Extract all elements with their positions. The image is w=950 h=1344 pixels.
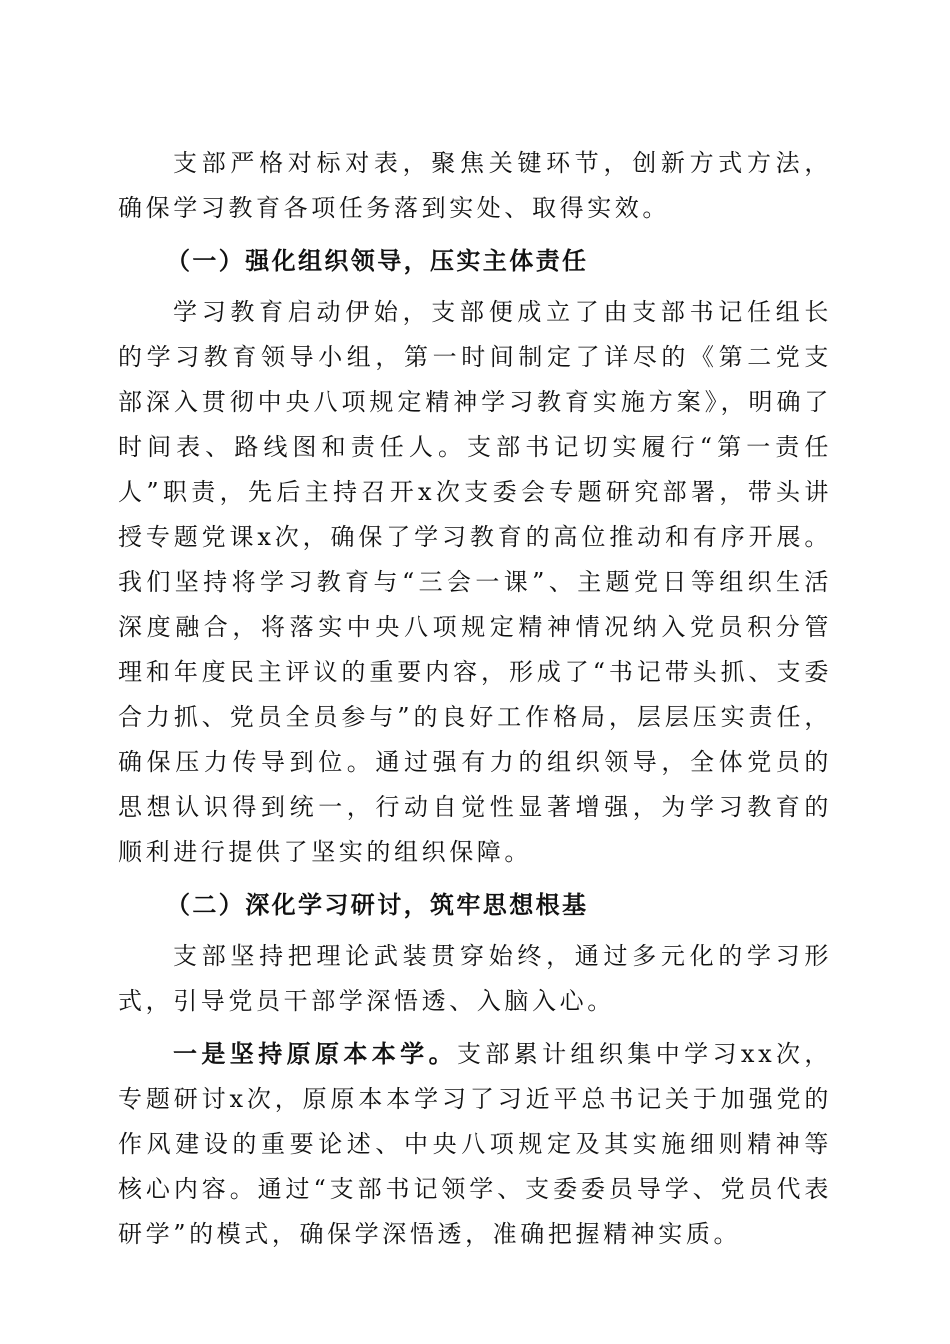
paragraph-intro: 支部严格对标对表，聚焦关键环节，创新方式方法，确保学习教育各项任务落到实处、取得实效。 (118, 149, 832, 222)
paragraph-study-original (118, 1031, 832, 1257)
paragraph-body-text: 支部累计组织集中学习xx次，专题研讨x次，原原本本学习了习近平总书记关于加强党的作风建设的重要论述、中央八项规定及其实施细则精神等核心内容。通过“支部书记领学、支委委员导学、党员代表研学”的模式，确保学深悟透，准确把握精神实质。 (118, 1040, 832, 1248)
paragraph-study-intro: 支部坚持把理论武装贯穿始终，通过多元化的学习形式，引导党员干部学深悟透、入脑入心。 (118, 942, 832, 1015)
section-heading-1: （一）强化组织领导，压实主体责任 (166, 246, 589, 275)
document-body (118, 141, 832, 1264)
paragraph-lead-text: 一是坚持原原本本学。 (173, 1039, 457, 1068)
section-heading-2: （二）深化学习研讨，筑牢思想根基 (166, 890, 589, 919)
paragraph-organization: 学习教育启动伊始，支部便成立了由支部书记任组长的学习教育领导小组，第一时间制定了详尽的《第二党支部深入贯彻中央八项规定精神学习教育实施方案》，明确了时间表、路线图和责任人。支部书记切实履行“第一责任人”职责，先后主持召开x次支委会专题研究部署，带头讲授专题党课x次，确保了学习教育的高位推动和有序开展。我们坚持将学习教育与“三会一课”、主题党日等组织生活深度融合，将落实中央八项规定精神情况纳入党员积分管理和年度民主评议的重要内容，形成了“书记带头抓、支委合力抓、党员全员参与”的良好工作格局，层层压实责任，确保压力传导到位。通过强有力的组织领导，全体党员的思想认识得到统一，行动自觉性显著增强，为学习教育的顺利进行提供了坚实的组织保障。 (118, 298, 832, 866)
